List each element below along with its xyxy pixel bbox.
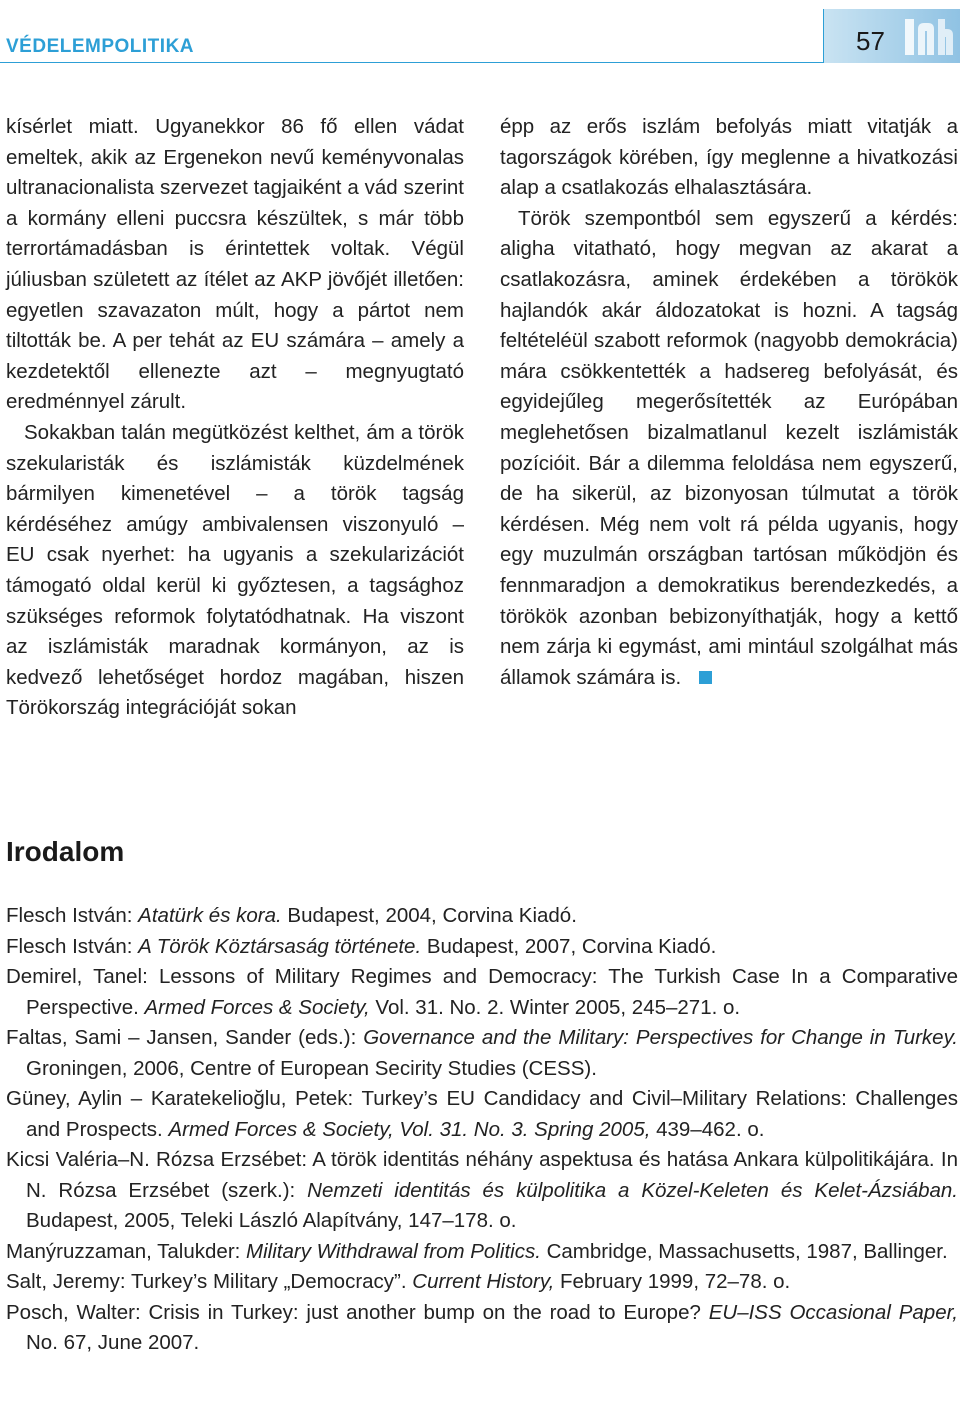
- reference-item: [6, 1267, 958, 1298]
- ref-text: Groningen, 2006, Centre of European Secirity Studies (CESS).: [26, 1056, 597, 1080]
- body-text: [0, 112, 960, 792]
- header-rule: [0, 62, 960, 63]
- ref-text: Vol. 31. No. 2. Winter 2005, 245–271. o.: [369, 995, 741, 1019]
- ref-text: Flesch István:: [6, 904, 139, 927]
- reference-item: [6, 901, 958, 932]
- ref-text: Cambridge, Massachusetts, 1987, Ballinger.: [540, 1239, 948, 1263]
- ref-text: 439–462. o.: [650, 1117, 765, 1141]
- ref-title: Armed Forces & Society,: [144, 995, 370, 1019]
- ref-text: Güney, Aylin – Karatekelioğlu, Petek: Turkey’s EU Candidacy and Civil–Military Relations: Challenges and Prospects.: [6, 1087, 958, 1141]
- reference-item: [6, 1145, 958, 1237]
- paragraph-text: Török szempontból sem egyszerű a kérdés: aligha vitatható, hogy megvan az akarat a csatlakozásra, aminek érdekében a törökök hajlandók akár áldozatokat is hozni. A tagság feltételéül szabott reformok (nagyobb demokrácia) mára csökkentették a hadsereg befolyását, és egyidejűleg megerősítették az Európában meglehetősen bizalmatlanul kezelt iszlámisták pozícióit. Bár a dilemma feloldása nem egyszerű, de ha sikerül, az bizonyosan túlmutat a török kérdésen. Még nem volt rá példa ugyanis, hogy egy muzulmán országban tartósan működjön és fennmaradjon a demokratikus berendezkedés, a törökök azonban bebizonyíthatják, hogy a kettő nem zárja ki egymást, ami mintául szolgálhat más államok számára is.: [500, 206, 958, 689]
- reference-item: [6, 932, 958, 963]
- ref-text: Faltas, Sami – Jansen, Sander (eds.):: [6, 1026, 364, 1049]
- paragraph-final: [500, 204, 958, 694]
- ref-title: Current History,: [412, 1270, 555, 1293]
- ref-text: Budapest, 2004, Corvina Kiadó.: [281, 904, 577, 927]
- ref-text: February 1999, 72–78. o.: [554, 1270, 791, 1293]
- ref-text: Kicsi Valéria–N. Rózsa Erzsébet: A török identitás néhány aspektusa és hatása Ankara külpolitikájára. In N. Rózsa Erzsébet (szerk.):: [6, 1148, 958, 1202]
- ref-title: Military Withdrawal from Politics.: [246, 1239, 541, 1263]
- ref-title: A Török Köztársaság története.: [138, 934, 422, 958]
- ref-title: EU–ISS Occasional Paper,: [708, 1300, 958, 1324]
- ref-text: Budapest, 2005, Teleki László Alapítvány, 147–178. o.: [26, 1209, 517, 1232]
- ref-text: Manýruzzaman, Talukder:: [6, 1239, 247, 1263]
- page-number: 57: [856, 26, 885, 56]
- page-number-box: [823, 9, 960, 63]
- ref-text: Salt, Jeremy: Turkey’s Military „Democracy”.: [6, 1270, 413, 1293]
- ref-text: Budapest, 2007, Corvina Kiadó.: [421, 934, 717, 958]
- left-column: [6, 112, 464, 724]
- reference-item: [6, 962, 958, 1023]
- ref-text: No. 67, June 2007.: [26, 1331, 200, 1354]
- ref-title: Nemzeti identitás és külpolitika a Közel-Keleten és Kelet-Ázsiában.: [307, 1178, 959, 1202]
- ref-title: Atatürk és kora.: [138, 904, 282, 927]
- reference-item: [6, 1298, 958, 1359]
- paragraph: kísérlet miatt. Ugyanekkor 86 fő ellen vádat emeltek, akik az Ergenekon nevű keményvonalas ultranacionalista szervezet tagjaiként a vád szerint a kormány elleni puccsra készültek, s már több terrortámadásban is érintettek voltak. Végül júliusban született az ítélet az AKP jövőjét illetően: egyetlen szavazaton múlt, hogy a pártot nem tiltották be. A per tehát az EU számára – amely a kezdetektől ellenezte azt – megnyugtató eredménnyel zárult.: [6, 115, 464, 414]
- ref-title: Armed Forces & Society, Vol. 31. No. 3. Spring 2005,: [168, 1117, 651, 1141]
- reference-item: [6, 1023, 958, 1084]
- end-mark-icon: [699, 671, 712, 684]
- paragraph: épp az erős iszlám befolyás miatt vitatják a tagországok körében, így meglenne a hivatkozási alap a csatlakozás elhalasztására.: [500, 115, 958, 200]
- reference-item: [6, 1237, 958, 1268]
- right-column: [500, 112, 958, 693]
- reference-item: [6, 1084, 958, 1145]
- ref-text: Demirel, Tanel: Lessons of Military Regimes and Democracy: The Turkish Case In a Comparative Perspective.: [6, 965, 958, 1019]
- paragraph: Sokakban talán megütközést kelthet, ám a török szekularisták és iszlámisták küzdelmének bármilyen kimenetével – a török tagság kérdéséhez amúgy ambivalensen viszonyuló – EU csak nyerhet: ha ugyanis a szekularizációt támogató oldal kerül ki győztesen, a tagsághoz szükséges reformok folytatódhatnak. Ha viszont az iszlámisták maradnak kormányon, az is kedvező lehetőséget hordoz magában, hiszen Törökország integrációját sokan: [6, 420, 464, 720]
- ref-title: Governance and the Military: Perspectives for Change in Turkey.: [363, 1026, 958, 1049]
- references-heading: Irodalom: [6, 836, 125, 867]
- ref-text: Posch, Walter: Crisis in Turkey: just another bump on the road to Europe?: [6, 1300, 709, 1324]
- ref-text: Flesch István:: [6, 934, 139, 958]
- section-title: VÉDELEMPOLITIKA: [6, 36, 195, 57]
- page-header: [0, 0, 960, 70]
- publication-logo-icon: [902, 15, 956, 59]
- references-list: [6, 901, 958, 1359]
